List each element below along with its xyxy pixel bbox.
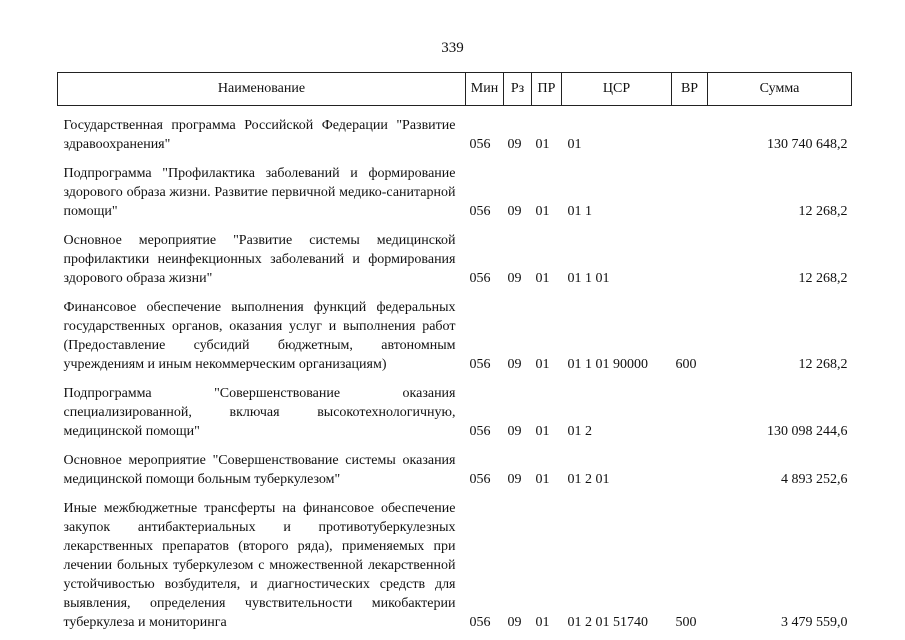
row-min: 056 bbox=[469, 424, 491, 439]
row-pr: 01 bbox=[535, 357, 550, 372]
header-sum: Сумма bbox=[708, 73, 852, 106]
row-min: 056 bbox=[469, 271, 491, 286]
header-vr: ВР bbox=[672, 73, 708, 106]
row-rz: 09 bbox=[507, 472, 522, 487]
row-sum: 130 740 648,2 bbox=[767, 137, 848, 152]
row-rz: 09 bbox=[507, 424, 522, 439]
row-sum: 130 098 244,6 bbox=[767, 424, 848, 439]
table-row bbox=[58, 451, 852, 489]
row-min: 056 bbox=[469, 472, 491, 487]
header-min: Мин bbox=[466, 73, 504, 106]
table-row bbox=[58, 298, 852, 374]
row-name: Основное мероприятие "Развитие системы медицинской профилактики неинфекционных заболеваний и формирования здорового образа жизни" bbox=[63, 233, 456, 286]
row-vr bbox=[672, 116, 708, 154]
row-sum: 12 268,2 bbox=[798, 357, 848, 372]
header-name: Наименование bbox=[58, 73, 466, 106]
row-rz: 09 bbox=[507, 204, 522, 219]
row-sum: 3 479 559,0 bbox=[781, 615, 848, 630]
row-sum: 12 268,2 bbox=[798, 271, 848, 286]
row-name: Финансовое обеспечение выполнения функций федеральных государственных органов, оказания услуг и выполнения работ (Предоставление субсидий бюджетным, автономным учреждениям и иным некоммерческим организациям) bbox=[63, 300, 456, 372]
row-min: 056 bbox=[469, 137, 491, 152]
row-vr: 600 bbox=[675, 357, 697, 372]
row-rz: 09 bbox=[507, 615, 522, 630]
row-pr: 01 bbox=[535, 204, 550, 219]
row-name: Подпрограмма "Совершенствование оказания специализированной, включая высокотехнологичную, медицинской помощи" bbox=[63, 386, 456, 439]
table-row bbox=[58, 499, 852, 632]
row-csr: 01 2 bbox=[567, 424, 592, 439]
row-name: Подпрограмма "Профилактика заболеваний и формирование здорового образа жизни. Развитие первичной медико-санитарной помощи" bbox=[63, 166, 456, 219]
row-rz: 09 bbox=[507, 357, 522, 372]
table-row bbox=[58, 116, 852, 154]
row-csr: 01 2 01 bbox=[567, 472, 610, 487]
row-name: Государственная программа Российской Федерации "Развитие здравоохранения" bbox=[63, 118, 456, 152]
row-name: Иные межбюджетные трансферты на финансовое обеспечение закупок антибактериальных и противотуберкулезных лекарственных препаратов (второго ряда), применяемых при лечении больных туберкулезом с множественной лекарственной устойчивостью возбудителя, и диагностических средств для выявления, определения чувствительности микобактерии туберкулеза и мониторинга bbox=[63, 501, 456, 630]
row-pr: 01 bbox=[535, 615, 550, 630]
header-pr: ПР bbox=[532, 73, 562, 106]
row-min: 056 bbox=[469, 357, 491, 372]
row-pr: 01 bbox=[535, 271, 550, 286]
row-sum: 4 893 252,6 bbox=[781, 472, 848, 487]
table-header bbox=[58, 73, 852, 106]
row-sum: 12 268,2 bbox=[798, 204, 848, 219]
row-csr: 01 1 bbox=[567, 204, 592, 219]
row-rz: 09 bbox=[507, 137, 522, 152]
row-vr bbox=[672, 451, 708, 489]
row-rz: 09 bbox=[507, 271, 522, 286]
row-min: 056 bbox=[469, 204, 491, 219]
page-number: 339 bbox=[441, 40, 464, 56]
table-row bbox=[58, 164, 852, 221]
header-csr: ЦСР bbox=[562, 73, 672, 106]
row-csr: 01 1 01 bbox=[567, 271, 610, 286]
row-csr: 01 bbox=[567, 137, 582, 152]
row-name: Основное мероприятие "Совершенствование системы оказания медицинской помощи больным туберкулезом" bbox=[63, 453, 456, 487]
row-vr bbox=[672, 231, 708, 288]
header-rz: Рз bbox=[504, 73, 532, 106]
row-csr: 01 1 01 90000 bbox=[567, 357, 648, 372]
row-csr: 01 2 01 51740 bbox=[567, 615, 648, 630]
row-vr bbox=[672, 384, 708, 441]
row-pr: 01 bbox=[535, 137, 550, 152]
budget-table bbox=[57, 72, 852, 632]
row-vr: 500 bbox=[675, 615, 697, 630]
table-row bbox=[58, 384, 852, 441]
row-min: 056 bbox=[469, 615, 491, 630]
row-pr: 01 bbox=[535, 472, 550, 487]
row-pr: 01 bbox=[535, 424, 550, 439]
row-vr bbox=[672, 164, 708, 221]
table-row bbox=[58, 231, 852, 288]
